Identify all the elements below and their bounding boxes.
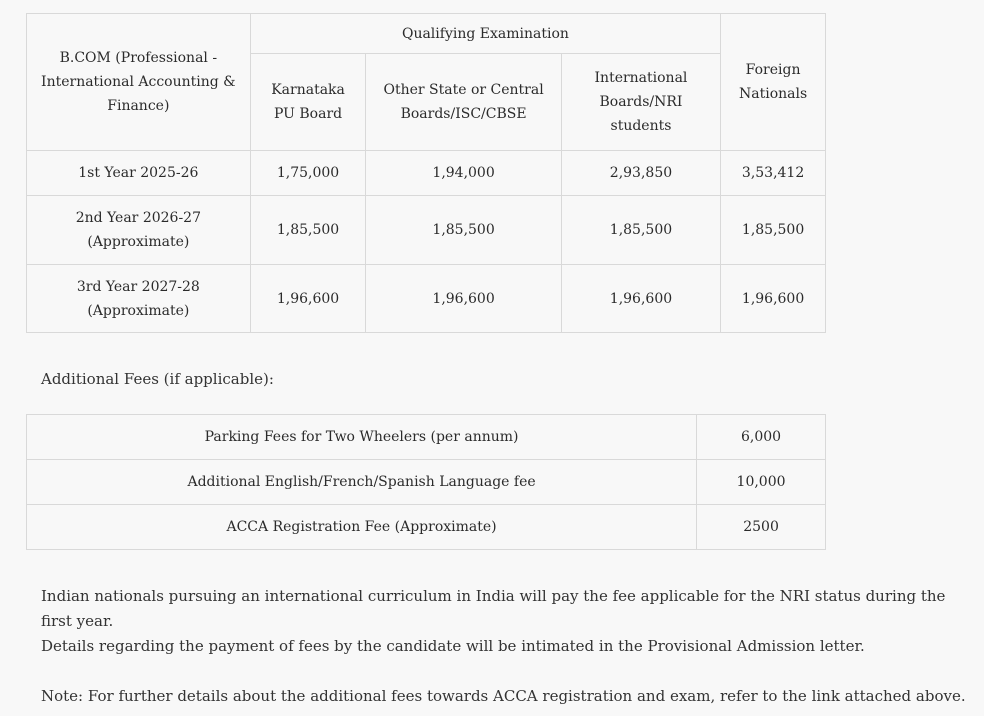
notes-section [41,584,981,709]
fee-table [26,13,826,333]
program-header: B.COM (Professional - International Accounting & Finance) [27,14,251,151]
foreign-nationals-header: Foreign Nationals [721,14,826,151]
table-row [27,415,826,460]
acca-note: Note: For further details about the additional fees towards ACCA registration and exam, refer to the link attached above. [41,687,966,705]
column-header-other-boards: Other State or Central Boards/ISC/CBSE [366,54,561,151]
fee-table-header-row [27,14,826,54]
table-row [27,265,826,333]
column-header-karnataka: Karnataka PU Board [250,54,366,151]
fee-cell: 1,85,500 [721,196,826,265]
fee-cell: 1,96,600 [721,265,826,333]
fee-item: Additional English/French/Spanish Language fee [27,460,697,505]
fee-item: Parking Fees for Two Wheelers (per annum) [27,415,697,460]
fee-cell: 1,85,500 [250,196,366,265]
column-header-international: International Boards/NRI students [561,54,720,151]
table-row [27,505,826,550]
row-label: 2nd Year 2026-27 (Approximate) [27,196,251,265]
fee-cell: 1,85,500 [366,196,561,265]
fee-cell: 1,85,500 [561,196,720,265]
fee-amount: 2500 [697,505,826,550]
fee-amount: 10,000 [697,460,826,505]
row-label: 1st Year 2025-26 [27,151,251,196]
additional-fees-label: Additional Fees (if applicable): [41,370,274,388]
table-row [27,460,826,505]
fee-cell: 1,94,000 [366,151,561,196]
fee-cell: 3,53,412 [721,151,826,196]
nri-note: Indian nationals pursuing an international curriculum in India will pay the fee applicable for the NRI status during the first year. [41,587,946,630]
fee-cell: 1,75,000 [250,151,366,196]
row-label: 3rd Year 2027-28 (Approximate) [27,265,251,333]
fee-cell: 2,93,850 [561,151,720,196]
table-row [27,151,826,196]
fee-item: ACCA Registration Fee (Approximate) [27,505,697,550]
fee-cell: 1,96,600 [561,265,720,333]
fee-amount: 6,000 [697,415,826,460]
additional-fees-table [26,414,826,550]
fee-cell: 1,96,600 [366,265,561,333]
fee-cell: 1,96,600 [250,265,366,333]
qualifying-exam-header: Qualifying Examination [250,14,720,54]
table-row [27,196,826,265]
payment-note: Details regarding the payment of fees by the candidate will be intimated in the Provisional Admission letter. [41,637,865,655]
